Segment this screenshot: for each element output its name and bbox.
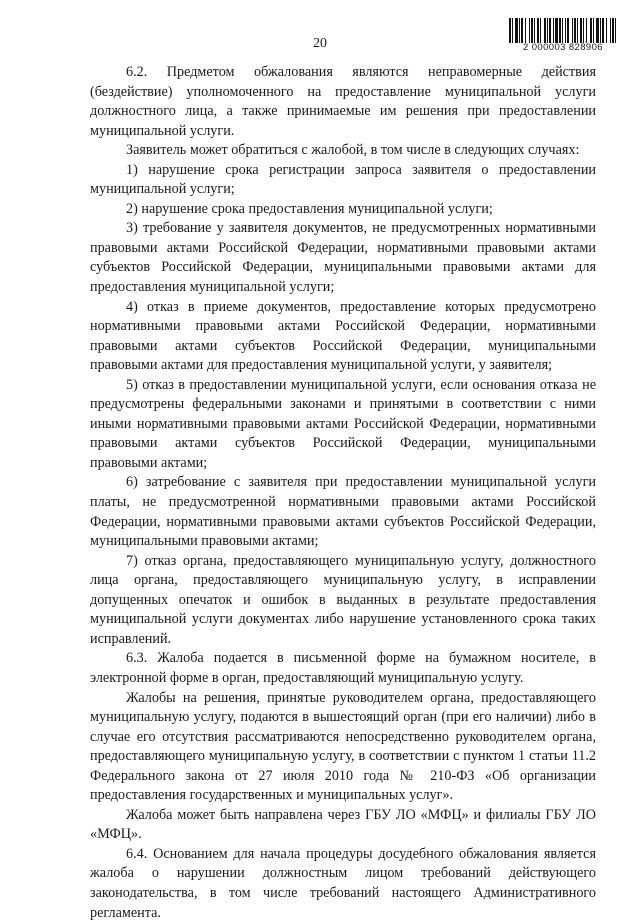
list-item-5: 5) отказ в предоставлении муниципальной услуги, если основания отказа не предусмотрены федеральными законами и принятыми в соответствии с ними иными нормативными правовыми актами Российской Федерации, нормативными правовыми актами субъектов Российской Федерации, муниципальными правовыми актами;	[90, 376, 596, 471]
list-item-6: 6) затребование с заявителя при предоставлении муниципальной услуги платы, не предусмотренной нормативными правовыми актами Российской Федерации, нормативными правовыми актами субъектов Российской Федерации, муниципальными правовыми актами;	[90, 474, 596, 550]
paragraph-mfc: Жалоба может быть направлена через ГБУ ЛО «МФЦ» и филиалы ГБУ ЛО «МФЦ».	[90, 806, 596, 843]
list-item-3: 3) требование у заявителя документов, не предусмотренных нормативными правовыми актами Российской Федерации, нормативными правовыми актами субъектов Российской Федерации, муниципальными правовыми актами для предоставления муниципальной услуги;	[90, 220, 596, 296]
barcode	[508, 18, 618, 54]
page-number: 20	[313, 36, 327, 51]
document-body	[90, 63, 596, 923]
list-item-4: 4) отказ в приеме документов, предоставление которых предусмотрено нормативными правовыми актами Российской Федерации, нормативными правовыми актами субъектов Российской Федерации, муниципальными правовыми актами для предоставления муниципальной услуги, у заявителя;	[90, 298, 596, 374]
barcode-number: 2 000003 828906	[523, 42, 603, 53]
list-item-2: 2) нарушение срока предоставления муниципальной услуги;	[126, 200, 493, 217]
paragraph-6-4: 6.4. Основанием для начала процедуры досудебного обжалования является жалоба о нарушении должностным лицом требований действующего законодательства, в том числе требований настоящего Административного регламента.	[90, 845, 596, 921]
paragraph-6-3: 6.3. Жалоба подается в письменной форме на бумажном носителе, в электронной форме в орган, предоставляющий муниципальную услугу.	[90, 650, 596, 686]
paragraph-complaint-cases: Заявитель может обратиться с жалобой, в том числе в следующих случаях:	[126, 142, 580, 159]
barcode-icon	[508, 18, 618, 43]
list-item-1: 1) нарушение срока регистрации запроса заявителя о предоставлении муниципальной услуги;	[90, 161, 596, 198]
paragraph-6-2: 6.2. Предметом обжалования являются неправомерные действия (бездействие) уполномоченного на предоставление муниципальной услуги должностного лица, а также принимаемые им решения при предоставлении муниципальной услуги.	[90, 64, 596, 139]
paragraph-complaints-decisions: Жалобы на решения, принятые руководителем органа, предоставляющего муниципальную услугу, подаются в вышестоящий орган (при его наличии) либо в случае его отсутствия рассматриваются непосредственно руководителем органа, предоставляющего муниципальную услугу, в соответствии с пунктом 1 статьи 11.2 Федерального закона от 27 июля 2010 года № 210-ФЗ «Об организации предоставления государственных и муниципальных услуг».	[90, 689, 596, 804]
list-item-7: 7) отказ органа, предоставляющего муниципальную услугу, должностного лица органа, предоставляющего муниципальную услугу, в исправлении допущенных опечаток и ошибок в выданных в результате предоставления муниципальной услуги документах либо нарушение установленного срока таких исправлений.	[90, 552, 596, 647]
